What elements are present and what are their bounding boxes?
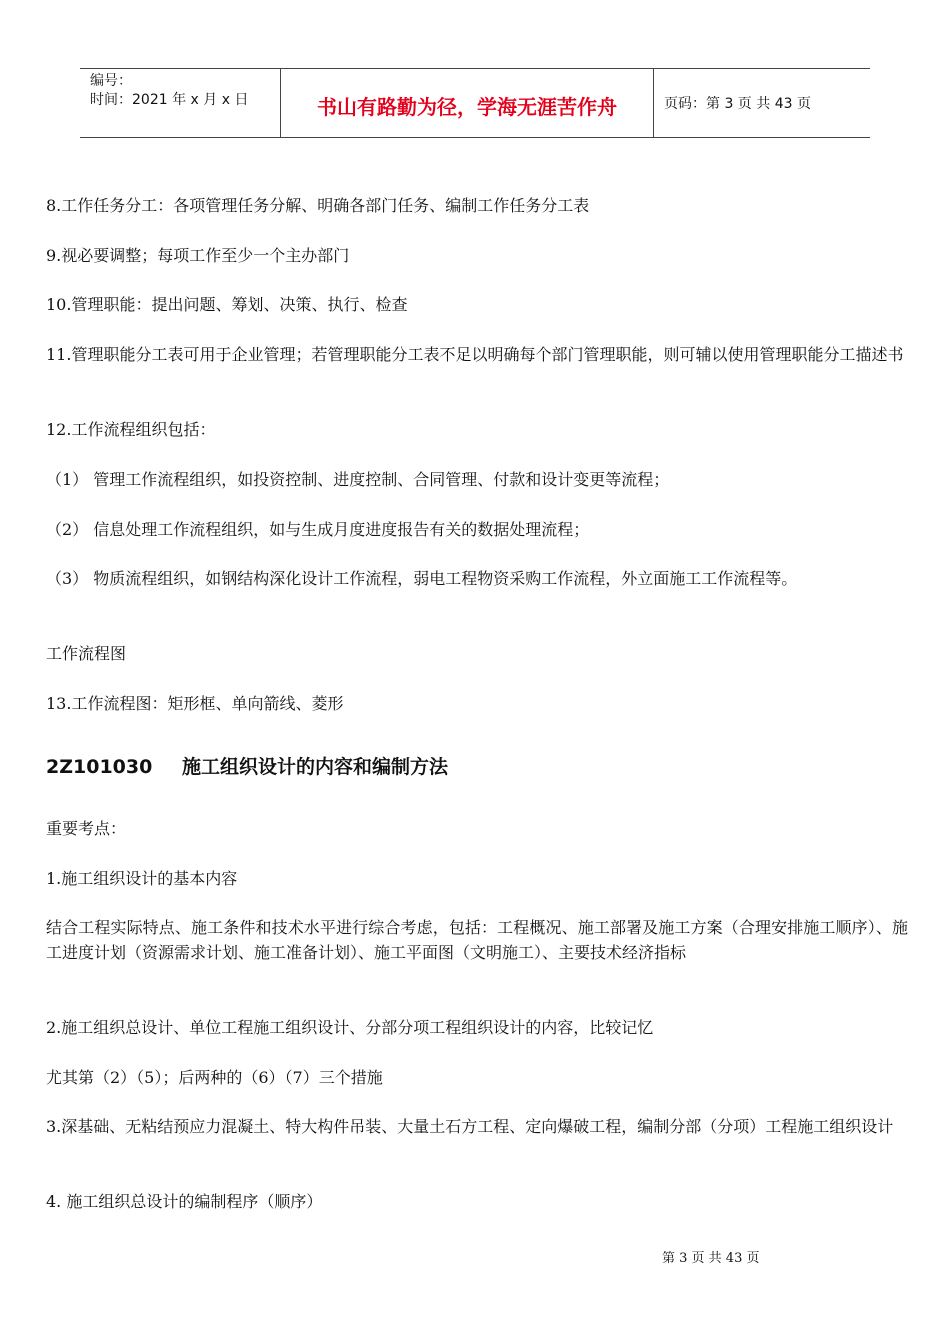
point-1-detail: 结合工程实际特点、施工条件和技术水平进行综合考虑，包括：工程概况、施工部署及施工方案（合理安排施工顺序）、施工进度计划（资源需求计划、施工准备计划）、施工平面图（文明施工）、主要技术经济指标	[46, 918, 908, 962]
paragraph-13: 13.工作流程图：矩形框、单向箭线、菱形	[46, 694, 344, 713]
page-footer: 第 3 页 共 43 页	[662, 1251, 760, 1266]
header-motto-cell	[281, 69, 654, 137]
list-item-3: （3） 物质流程组织，如钢结构深化设计工作流程，弱电工程物资采购工作流程，外立面施工工作流程等。	[46, 569, 798, 588]
section-code: 2Z101030	[46, 756, 153, 778]
point-3: 3.深基础、无粘结预应力混凝土、特大构件吊装、大量土石方工程、定向爆破工程，编制分部（分项）工程施工组织设计	[46, 1117, 894, 1136]
header-motto: 书山有路勤为径，学海无涯苦作舟	[317, 94, 617, 119]
key-points-label: 重要考点：	[46, 819, 127, 838]
document-number-label: 编号：	[90, 73, 132, 89]
section-title: 施工组织设计的内容和编制方法	[182, 756, 449, 778]
paragraph-11: 11.管理职能分工表可用于企业管理；若管理职能分工表不足以明确每个部门管理职能，则可辅以使用管理职能分工描述书	[46, 345, 904, 364]
flowchart-subtitle: 工作流程图	[46, 644, 127, 663]
header-page-info: 页码：第 3 页 共 43 页	[664, 96, 811, 112]
paragraph-12: 12.工作流程组织包括：	[46, 420, 216, 439]
paragraph-9: 9.视必要调整；每项工作至少一个主办部门	[46, 246, 350, 265]
point-4: 4. 施工组织总设计的编制程序（顺序）	[46, 1192, 323, 1211]
header-meta-cell	[80, 69, 281, 137]
document-date: 时间：2021 年 x 月 x 日	[90, 92, 249, 108]
point-2-detail: 尤其第（2）（5）；后两种的（6）（7）三个措施	[46, 1068, 383, 1087]
point-1: 1.施工组织设计的基本内容	[46, 869, 238, 888]
header-page-cell	[654, 69, 870, 137]
paragraph-8: 8.工作任务分工：各项管理任务分解、明确各部门任务、编制工作任务分工表	[46, 196, 590, 215]
page-header	[80, 68, 870, 138]
section-heading	[46, 754, 448, 780]
paragraph-10: 10.管理职能：提出问题、筹划、决策、执行、检查	[46, 295, 408, 314]
list-item-2: （2） 信息处理工作流程组织，如与生成月度进度报告有关的数据处理流程；	[46, 520, 590, 539]
list-item-1: （1） 管理工作流程组织，如投资控制、进度控制、合同管理、付款和设计变更等流程；	[46, 470, 670, 489]
point-2: 2.施工组织总设计、单位工程施工组织设计、分部分项工程组织设计的内容，比较记忆	[46, 1018, 654, 1037]
